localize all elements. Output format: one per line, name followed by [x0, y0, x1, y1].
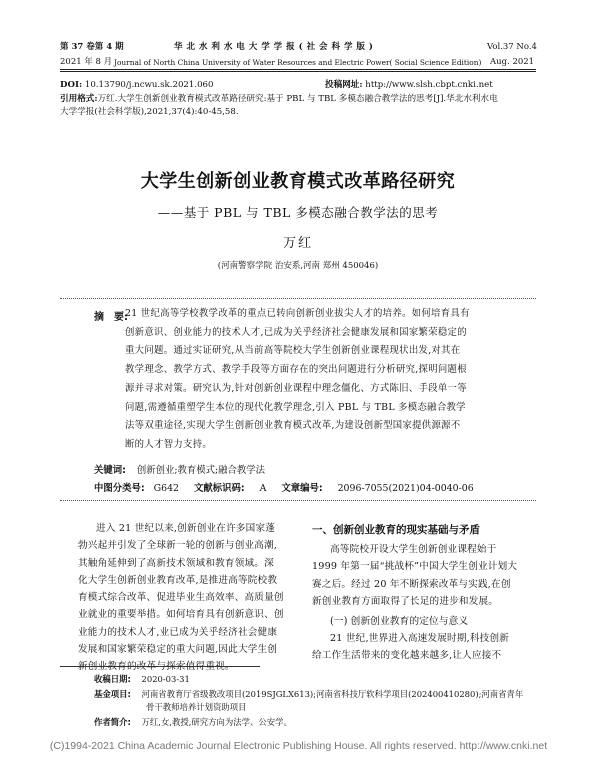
volume-issue-en: Vol.37 No.4 — [487, 42, 537, 52]
doi-value[interactable]: 10.13790/j.ncwu.sk.2021.060 — [84, 80, 214, 90]
intro-line: 业就业的重要举措。如何培育具有创新意识、创 — [78, 609, 284, 621]
section-1-line: 1999 年第一届“挑战杯”中国大学生创业计划大 — [312, 561, 518, 573]
intro-line: 发展和国家繁荣稳定的重大问题,因此大学生创 — [78, 644, 278, 656]
intro-paragraph — [78, 520, 303, 676]
citation-line-2: 大学学报(社会科学版),2021,37(4):40-45,58. — [60, 106, 239, 117]
intro-line: 化大学生创新创业教育改革,是推进高等院校教 — [78, 574, 278, 586]
subsection-1-heading: (一) 创新创业教育的定位与意义 — [330, 616, 469, 627]
article-no-label: 文章编号: — [281, 483, 323, 494]
received-value: 2020-03-31 — [141, 674, 190, 684]
abstract-line: 法等双重途径,实现大学生创新创业教育模式改革,为建设创新型国家提供源源不 — [125, 420, 461, 432]
subsection-1-line: 21 世纪,世界进入高速发展时期,科技创新 — [330, 633, 510, 644]
received-row — [94, 673, 534, 686]
author-info-value: 万红,女,教授,研究方向为法学、公安学。 — [141, 717, 292, 727]
fund-line-2: 骨干教师培养计划资助项目 — [146, 702, 247, 712]
intro-line: 其触角延伸到了高新技术领域和教育领域。深 — [78, 557, 274, 569]
footnotes — [94, 673, 534, 729]
fund-row — [94, 688, 534, 701]
section-1-line: 新创业教育方面取得了长足的进步和发展。 — [312, 595, 499, 607]
abstract-line: 创新意识、创业能力的技术人才,已成为关乎经济社会健康发展和国家繁荣稳定的 — [125, 326, 467, 338]
author-affiliation: (河南警察学院 治安系,河南 郑州 450046) — [217, 261, 379, 271]
subsection-1-paragraph — [312, 630, 537, 665]
abstract-text — [125, 305, 529, 455]
journal-title-cn: 华 北 水 利 水 电 大 学 学 报 ( 社 会 科 学 版 ) — [174, 42, 374, 52]
keywords-value: 创新创业;教育模式;融合教学法 — [136, 465, 266, 476]
abstract-line: 断的人才智力支持。 — [125, 438, 213, 450]
subsection-1-line: 给工作生活带来的变化越来越多,让人应接不 — [312, 650, 502, 662]
url-value[interactable]: http://www.slsh.cbpt.cnki.net — [365, 80, 493, 90]
intro-line: 新创业教育的改革与探索值得重视。 — [78, 661, 235, 673]
copyright-footer: (C)1994-2021 China Academic Journal Electronic Publishing House. All rights reserved. http://www.cnki.net — [49, 740, 548, 752]
paper-subtitle: ——基于 PBL 与 TBL 多模态融合教学法的思考 — [157, 205, 439, 220]
keywords-label: 关键词: — [94, 465, 126, 476]
doi-line — [60, 79, 536, 92]
received-label: 收稿日期: — [94, 674, 131, 684]
article-no-value: 2096-7055(2021)04-0040-06 — [337, 483, 474, 494]
date-en: Aug. 2021 — [490, 57, 535, 67]
volume-issue-cn: 第 37 卷第 4 期 — [60, 42, 124, 52]
doi-label: DOI: — [60, 80, 83, 90]
section-1-line: 赛之后。经过 20 年不断探索改革与实践,在创 — [312, 578, 511, 590]
section-1-heading: 一、创新创业教育的现实基础与矛盾 — [312, 524, 480, 536]
header-rule-2 — [60, 71, 536, 72]
intro-line: 育模式综合改革、促进毕业生高效率、高质量创 — [78, 592, 284, 604]
abstract-line: 教学理念、教学方式、教学手段等方面存在的突出问题进行分析研究,探明问题根 — [125, 364, 467, 376]
abstract-label: 摘 要: — [94, 312, 128, 323]
clc-value: G642 — [153, 483, 179, 494]
fund-label: 基金项目: — [94, 689, 131, 699]
classification-row — [94, 480, 474, 494]
author-info-row — [94, 716, 534, 729]
abstract-line: 问题,需遵循重塑学生本位的现代化教学理念,引入 PBL 与 TBL 多模态融合教学 — [125, 401, 466, 413]
intro-line: 进入 21 世纪以来,创新创业在许多国家蓬 — [96, 523, 276, 534]
url-label: 投稿网址: — [325, 80, 363, 90]
intro-line: 业能力的技术人才,业已成为关乎经济社会健康 — [78, 626, 278, 638]
citation-line-1: 万红.大学生创新创业教育模式改革路径研究:基于 PBL 与 TBL 多模态融合教学法的思考[J].华北水利水电 — [97, 94, 498, 104]
section-1-line: 高等院校开设大学生创新创业课程始于 — [330, 544, 497, 555]
date-cn: 2021 年 8 月 — [60, 57, 113, 67]
abstract-top-rule — [60, 298, 536, 299]
doc-code-label: 文献标识码: — [193, 483, 245, 494]
abstract-line: 重大问题。通过实证研究,从当前高等院校大学生创新创业课程现状出发,对其在 — [125, 345, 461, 357]
header-rule — [60, 69, 536, 70]
abstract-bottom-rule — [60, 500, 536, 501]
citation — [60, 93, 536, 118]
section-1-paragraph — [312, 541, 537, 610]
fund-line-1: 河南省教育厅省级教改项目(2019SJGLX613);河南省科技厅软科学项目(202400410280);河南省青年 — [141, 689, 524, 699]
author-info-label: 作者简介: — [94, 717, 131, 727]
footnote-rule — [60, 666, 260, 667]
intro-line: 勃兴起并引发了全球新一轮的创新与创业高潮, — [78, 540, 278, 552]
journal-title-en: Journal of North China University of Water Resources and Electric Power( Social Science Edition) — [114, 58, 482, 67]
abstract-line: 21 世纪高等学校教学改革的重点已转向创新创业拔尖人才的培养。如何培育具有 — [125, 308, 470, 319]
author-name: 万红 — [282, 236, 313, 251]
doc-code-value: A — [259, 483, 267, 494]
paper-title: 大学生创新创业教育模式改革路径研究 — [140, 171, 456, 192]
keywords-row — [94, 462, 265, 476]
citation-label: 引用格式: — [60, 94, 98, 104]
abstract-line: 源并寻求对策。研究认为,针对创新创业课程中理念僵化、方式陈旧、手段单一等 — [125, 382, 467, 394]
clc-label: 中图分类号: — [94, 483, 145, 494]
